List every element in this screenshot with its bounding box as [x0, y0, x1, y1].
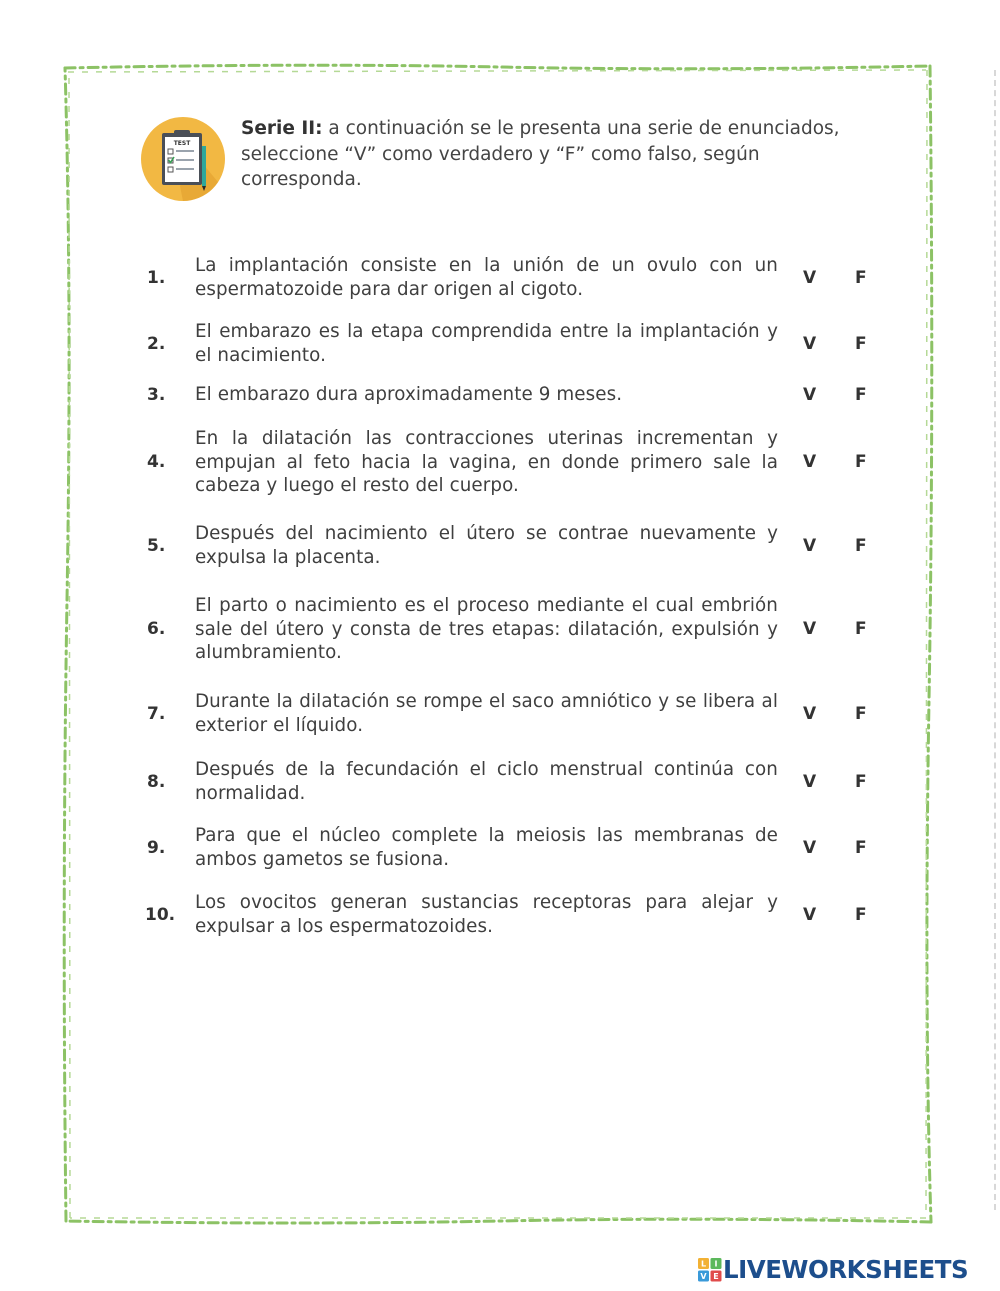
- false-option-f[interactable]: F: [855, 334, 867, 354]
- instructions-text: [241, 116, 851, 193]
- question-number: 8.: [147, 772, 166, 792]
- true-option-v[interactable]: V: [803, 772, 817, 792]
- question-text: El embarazo es la etapa comprendida entre la implantación y el nacimiento.: [195, 321, 778, 366]
- question-text: Después del nacimiento el útero se contrae nuevamente y expulsa la placenta.: [195, 523, 778, 568]
- false-option-f[interactable]: F: [855, 452, 867, 472]
- liveworksheets-logo-icon: [698, 1258, 722, 1282]
- true-option-v[interactable]: V: [803, 385, 817, 405]
- question-number: 3.: [147, 385, 166, 405]
- question-number: 5.: [147, 536, 166, 556]
- true-option-v[interactable]: V: [803, 536, 817, 556]
- false-option-f[interactable]: F: [855, 268, 867, 288]
- serie-label: Serie II:: [241, 118, 323, 139]
- true-option-v[interactable]: V: [803, 704, 817, 724]
- true-option-v[interactable]: V: [803, 905, 817, 925]
- brand-name: LIVEWORKSHEETS: [723, 1255, 969, 1284]
- false-option-f[interactable]: F: [855, 772, 867, 792]
- question-text: Durante la dilatación se rompe el saco amniótico y se libera al exterior el líquido.: [195, 691, 778, 736]
- true-option-v[interactable]: V: [803, 838, 817, 858]
- true-option-v[interactable]: V: [803, 619, 817, 639]
- false-option-f[interactable]: F: [855, 536, 867, 556]
- svg-text:E: E: [713, 1272, 719, 1281]
- right-edge-line: [994, 70, 1000, 1210]
- question-text: El embarazo dura aproximadamente 9 meses.: [195, 384, 623, 405]
- true-option-v[interactable]: V: [803, 334, 817, 354]
- svg-text:I: I: [714, 1259, 718, 1269]
- question-text: Para que el núcleo complete la meiosis las membranas de ambos gametos se fusiona.: [195, 825, 778, 870]
- false-option-f[interactable]: F: [855, 905, 867, 925]
- test-clipboard-icon: [140, 116, 226, 202]
- question-number: 7.: [147, 704, 166, 724]
- instructions-body: a continuación se le presenta una serie de enunciados, seleccione “V” como verdadero y “F” como falso, según corresponda.: [241, 118, 840, 190]
- false-option-f[interactable]: F: [855, 838, 867, 858]
- question-text: En la dilatación las contracciones uterinas incrementan y empujan al feto hacia la vagina, en donde primero sale la cabeza y luego el resto del cuerpo.: [195, 428, 778, 496]
- question-text: Después de la fecundación el ciclo menstrual continúa con normalidad.: [195, 759, 778, 804]
- liveworksheets-brand: [698, 1254, 998, 1286]
- question-text: El parto o nacimiento es el proceso mediante el cual embrión sale del útero y consta de tres etapas: dilatación, expulsión y alumbramiento.: [195, 595, 778, 663]
- question-number: 4.: [147, 452, 166, 472]
- svg-text:TEST: TEST: [173, 140, 191, 147]
- question-text: Los ovocitos generan sustancias receptoras para alejar y expulsar a los espermatozoides.: [195, 892, 778, 937]
- true-option-v[interactable]: V: [803, 268, 817, 288]
- false-option-f[interactable]: F: [855, 704, 867, 724]
- false-option-f[interactable]: F: [855, 385, 867, 405]
- question-number: 6.: [147, 619, 166, 639]
- question-text: La implantación consiste en la unión de un ovulo con un espermatozoide para dar origen al cigoto.: [195, 255, 778, 300]
- question-number: 2.: [147, 334, 166, 354]
- false-option-f[interactable]: F: [855, 619, 867, 639]
- question-number: 1.: [147, 268, 166, 288]
- svg-text:V: V: [700, 1272, 707, 1281]
- question-number: 9.: [147, 838, 166, 858]
- question-number: 10.: [145, 905, 176, 925]
- instructions-header: [140, 116, 860, 206]
- true-option-v[interactable]: V: [803, 452, 817, 472]
- svg-text:L: L: [700, 1259, 707, 1269]
